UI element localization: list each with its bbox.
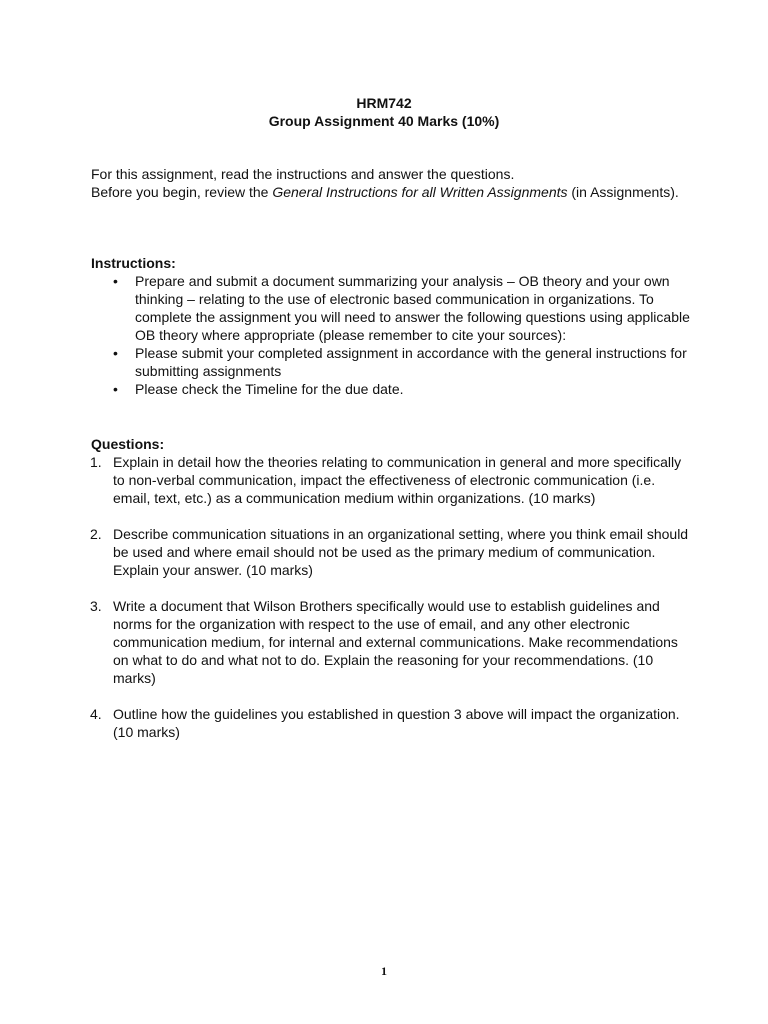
course-code: HRM742 [356, 95, 412, 111]
instructions-section [91, 254, 691, 398]
question-number: 3. [90, 598, 102, 614]
question-text: Explain in detail how the theories relating to communication in general and more specifically to non-verbal communication, impact the effectiveness of electronic communication (i.e. email, text, etc.) as a communication medium within organizations. (10 marks) [113, 454, 682, 506]
instruction-item [91, 272, 691, 344]
bullet-icon: • [113, 381, 118, 397]
document-header [0, 94, 768, 130]
instruction-item [91, 380, 691, 398]
bullet-icon: • [113, 273, 118, 289]
question-text: Write a document that Wilson Brothers specifically would use to establish guidelines and norms for the organization with respect to the use of email, and any other electronic communication medium, for internal and external communications. Make recommendations on what to do and what not to do. Explain the reasoning for your recommendations. (10 marks) [113, 598, 678, 686]
intro-line-2 [91, 183, 691, 201]
assignment-title: Group Assignment 40 Marks (10%) [268, 113, 500, 129]
instruction-text: Prepare and submit a document summarizing your analysis – OB theory and your own thinking – relating to the use of electronic based communication in organizations. To complete the assignment you will need to answer the following questions using applicable OB theory where appropriate (please remember to cite your sources): [135, 273, 690, 343]
instruction-text: Please submit your completed assignment in accordance with the general instructions for submitting assignments [135, 345, 687, 379]
instructions-list [91, 272, 691, 398]
question-number: 4. [90, 706, 102, 722]
question-number: 1. [90, 454, 102, 470]
general-instructions-reference: General Instructions for all Written Assignments [272, 184, 568, 200]
question-item [91, 597, 691, 687]
bullet-icon: • [113, 345, 118, 361]
intro-line-2-prefix: Before you begin, review the [91, 184, 273, 200]
intro-line-2-suffix: (in Assignments). [567, 184, 679, 200]
question-item [91, 705, 691, 741]
instructions-heading: Instructions: [91, 255, 176, 271]
instruction-item [91, 344, 691, 380]
questions-heading: Questions: [91, 436, 165, 452]
question-text: Describe communication situations in an organizational setting, where you think email should be used and where email should not be used as the primary medium of communication. Explain your answer. (10 marks) [113, 526, 689, 578]
question-item [91, 525, 691, 579]
page-number: 1 [381, 964, 387, 978]
intro-paragraph [91, 165, 691, 201]
question-number: 2. [90, 526, 102, 542]
question-text: Outline how the guidelines you established in question 3 above will impact the organization. (10 marks) [113, 706, 680, 740]
intro-line-1: For this assignment, read the instructions and answer the questions. [91, 166, 515, 182]
questions-section [91, 435, 691, 759]
questions-list [91, 453, 691, 741]
question-item [91, 453, 691, 507]
instruction-text: Please check the Timeline for the due date. [135, 381, 404, 397]
